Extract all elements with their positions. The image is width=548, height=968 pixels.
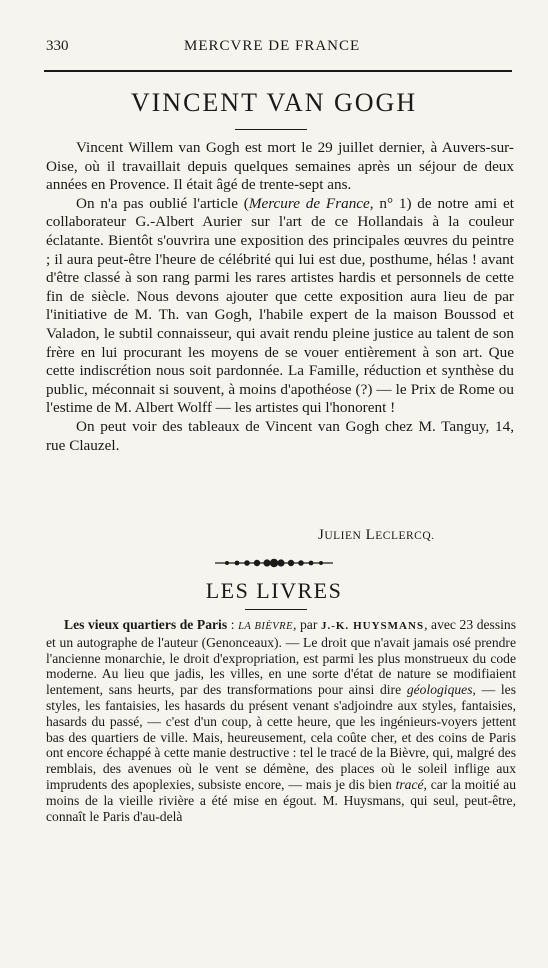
article-title: VINCENT VAN GOGH: [130, 88, 418, 117]
journal-title: MERCVRE DE FRANCE: [184, 38, 361, 54]
article-paragraph: [46, 139, 514, 195]
article-paragraph: [46, 418, 514, 455]
page-number: 330: [46, 38, 69, 54]
signature-smallcaps: ULIEN: [324, 530, 362, 542]
review-text: , avec 23 dessins et un autographe de l'auteur (Genonceaux). — Le droit que n'avait jamais osé prendre l'ancienne monarchie, le droit d'expropriation, est parmi les plus monstrueux du code moderne. Au lieu que jadis, les villes, en une sorte d'état de nature se modifiaient lentement, sans heurts, par des transformations pour ainsi dire: [46, 617, 516, 698]
article-title-rule: [235, 129, 307, 130]
punctuation: :: [227, 617, 239, 632]
author-signature: [318, 527, 435, 544]
book-title: Les vieux quartiers de Paris: [64, 617, 228, 632]
header-rule: [44, 70, 512, 72]
running-head: [46, 38, 516, 60]
paragraph-text: On peut voir des tableaux de Vincent van Gogh chez M. Tanguy, 14, rue Clauzel.: [46, 417, 514, 454]
signature-initial: J: [318, 527, 325, 543]
review-paragraph: [46, 617, 516, 824]
review-text: , car la moitié au moins de la vieille rivière a été mise en égout. M. Huysmans, qui seul, peut-être, connaît le Paris d'au-delà: [46, 776, 516, 824]
article-body: [46, 139, 514, 455]
ornament-divider: [213, 556, 335, 570]
book-author: J.-K. HUYSMANS: [320, 620, 425, 632]
paragraph-text: Vincent Willem van Gogh est mort le 29 juillet dernier, à Auvers-sur-Oise, où il travaillait depuis quelques semaines après un séjour de deux années en Provence. Il était âgé de trente-sept ans.: [46, 139, 514, 194]
work-title: LA BIÈVRE: [238, 621, 294, 632]
article-paragraph: [46, 195, 514, 418]
section-title: LES LIVRES: [205, 578, 343, 603]
emphasis: tracé: [395, 776, 424, 792]
signature-smallcaps: ECLERCQ.: [375, 530, 435, 542]
paragraph-text: On n'a pas oublié l'article (: [76, 194, 249, 212]
review-text: , — les styles, les fantaisies, les hasards du présent venant s'adjoindre aux styles, fantaisies, hasards du passé, — c'est d'un coup, à cette heure, que les ingénieurs-voyers jettent bas des quartiers de ville. Mais, heureusement, cela coûte cher, et des coins de Paris ont encore échappé à cette manie destructive : tel le tracé de la Bièvre, qui, malgré des remblais, des avenues où le vent se démène, des places où le soleil inflige aux imprudents des apoplexies, subsiste encore, — mais je dis bien: [46, 682, 516, 792]
signature-initial: L: [365, 527, 376, 543]
byline-text: , par: [293, 617, 321, 632]
journal-reference: Mercure de France: [248, 194, 370, 212]
emphasis: géologiques: [406, 682, 473, 698]
paragraph-text: , n° 1) de notre ami et collaborateur G.-Albert Aurier sur l'art de ce Hollandais à la couleur éclatante. Bientôt s'ouvrira une exposition des principales œuvres du peintre ; il aura peut-être l'heure de célébrité qui lui est due, posthume, hélas ! avant d'être classé à son rang parmi les rares artistes hardis et personnels de cette fin de siècle. Nous devons ajouter que cette exposition aura lieu de par l'initiative de M. Th. van Gogh, l'habile expert de la maison Boussod et Valadon, le subtil connaisseur, qui avait rendu pleine justice au talent de son frère en lui procurant les moyens de se vouer entièrement à son art. Que cette indiscrétion nous soit pardonnée. La Famille, réduction et synthèse du public, méconnait si souvent, à moins d'apothéose (?) — le Prix de Rome ou l'estime de M. Albert Wolff — les artistes qui l'honorent !: [46, 194, 514, 417]
book-review: [46, 617, 516, 824]
section-title-rule: [245, 609, 307, 610]
